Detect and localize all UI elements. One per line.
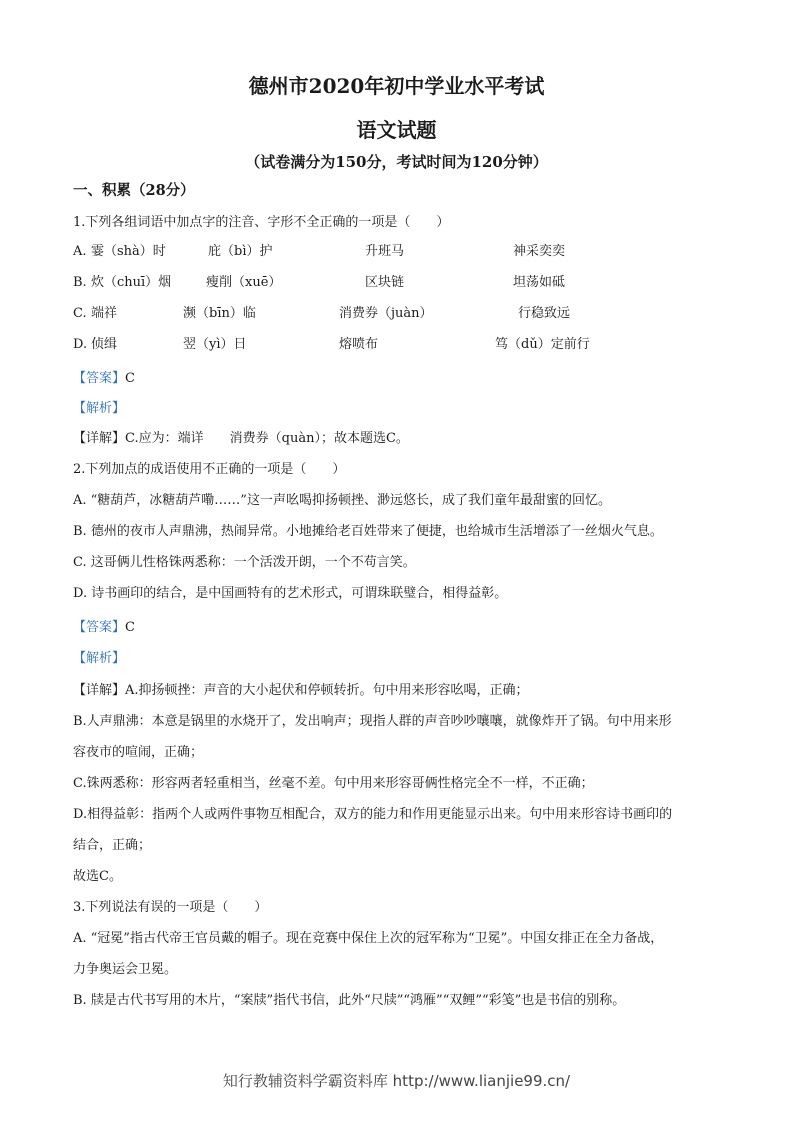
exam-subject: 语文试题 [356,118,437,142]
option-word: 消费券（juàn） [339,306,433,321]
exam-note: （试卷满分为150分，考试时间为120分钟） [245,153,548,171]
option-label: C. [73,306,87,321]
q1-answer [73,370,135,388]
option-label: B. [73,275,87,290]
q3-stem: 3.下列说法有误的一项是（ ） [73,900,268,915]
option-word: 翌（yì）日 [183,337,247,352]
option-word: 侦缉 [91,337,118,352]
q2-detail-line: 故选C。 [73,869,122,884]
detail-tag: 【详解】 [73,683,126,698]
q3-option-b: B. 牍是古代书写用的木片，“案牍”指代书信，此外“尺牍”“鸿雁”“双鲤”“彩笺”也是书信的别称。 [73,993,626,1008]
detail-tag: 【详解】 [73,431,126,446]
q2-option-a: A. “糖葫芦，冰糖葫芦嘞……”这一声吆喝抑扬顿挫、渺远悠长，成了我们童年最甜蜜的回忆。 [73,493,611,508]
q2-option-d: D. 诗书画印的结合，是中国画特有的艺术形式，可谓珠联璧合，相得益彰。 [73,586,508,601]
q1-option-b [73,274,723,292]
option-label: D. [73,337,88,352]
q1-option-d [73,336,723,354]
q2-detail-line [73,682,529,700]
detail-text: C.应为：端详 消费券（quàn）；故本题选C。 [125,431,409,446]
option-word: 瘦削（xuē） [206,275,282,290]
detail-text: A.抑扬顿挫：声音的大小起伏和停顿转折。句中用来形容吆喝，正确； [125,683,529,698]
option-word: 行稳致远 [518,306,571,321]
q2-stem: 2.下列加点的成语使用不正确的一项是（ ） [73,462,346,477]
option-word: 升班马 [365,244,405,259]
q2-answer [73,619,135,637]
q2-option-c: C. 这哥俩儿性格铢两悉称：一个活泼开朗，一个不苟言笑。 [73,555,416,570]
q1-option-a [73,243,723,261]
section-heading: 一、积累（28分） [73,182,195,199]
option-word: 神采奕奕 [513,244,566,259]
q2-analysis-tag: 【解析】 [73,651,126,666]
answer-tag: 【答案】 [73,371,126,386]
option-word: 濒（bīn）临 [183,306,256,321]
option-label: A. [73,244,87,259]
option-word: 熔喷布 [339,337,379,352]
answer-tag: 【答案】 [73,620,126,635]
footer-watermark: 知行教辅资料学霸资料库 http://www.lianjie99.cn/ [222,1072,571,1090]
option-word: 霎（shà）时 [91,244,166,259]
answer-value: C [125,620,135,635]
q2-detail-line: 结合，正确； [73,838,152,853]
option-word: 笃（dǔ）定前行 [495,337,590,352]
q1-detail [73,430,409,448]
option-word: 端祥 [91,306,118,321]
q2-detail-line: 容夜市的喧闹，正确； [73,745,204,760]
q2-detail-line: B.人声鼎沸：本意是锅里的水烧开了，发出响声；现指人群的声音吵吵嚷嚷，就像炸开了锅。句中用来形 [73,714,672,729]
option-word: 区块链 [365,275,405,290]
q3-option-a: A. “冠冕”指古代帝王官员戴的帽子。现在竞赛中保住上次的冠军称为“卫冕”。中国女排正在全力备战， [73,931,664,946]
q2-detail-line: D.相得益彰：指两个人或两件事物互相配合，双方的能力和作用更能显示出来。句中用来形容诗书画印的 [73,807,673,822]
q2-detail-line: C.铢两悉称：形容两者轻重相当，丝毫不差。句中用来形容哥俩性格完全不一样，不正确； [73,776,594,791]
q1-stem: 1.下列各组词语中加点字的注音、字形不全正确的一项是（ ） [73,215,450,230]
exam-title: 德州市2020年初中学业水平考试 [248,74,545,98]
q1-option-c [73,305,723,323]
q2-option-b: B. 德州的夜市人声鼎沸，热闹异常。小地摊给老百姓带来了便捷，也给城市生活增添了一丝烟火气息。 [73,524,663,539]
q1-analysis-tag: 【解析】 [73,401,126,416]
option-word: 庇（bì）护 [208,244,273,259]
q3-option-a-cont: 力争奥运会卫冕。 [73,962,178,977]
option-word: 坦荡如砥 [513,275,566,290]
answer-value: C [125,371,135,386]
option-word: 炊（chuī）烟 [91,275,172,290]
